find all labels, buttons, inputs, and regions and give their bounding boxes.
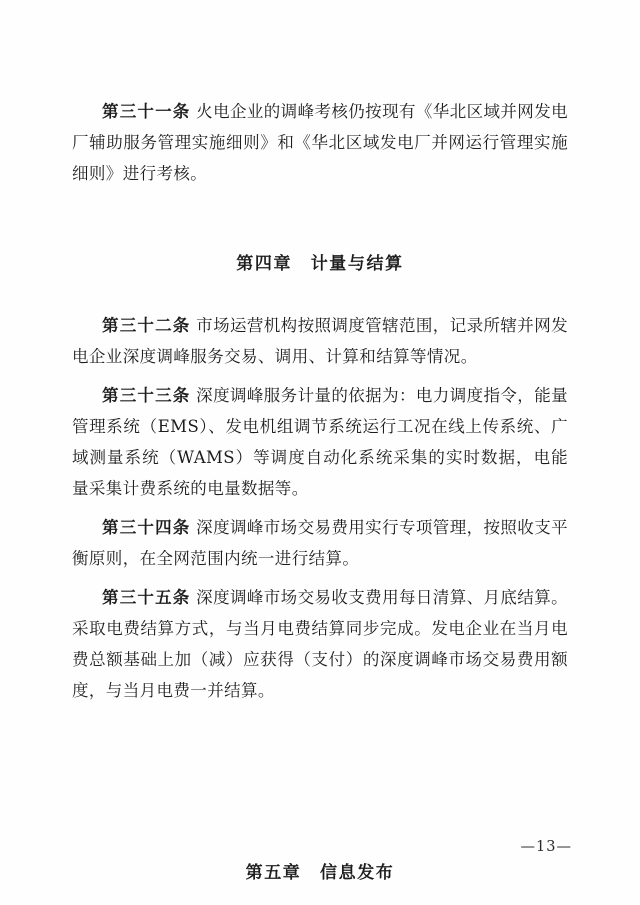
paragraph-text-33: 深度调峰服务计量的依据为：电力调度指令，能量管理系统（EMS）、发电机组调节系统运行工况在线上传系统、广域测量系统（WAMS）等调度自动化系统采集的实时数据，电能量采集计费系统的电量数据等。: [72, 386, 568, 498]
paragraph-article-33: [72, 380, 568, 504]
chapter-heading-4: 第四章 计量与结算: [236, 254, 404, 274]
top-spacer: [72, 88, 568, 96]
paragraph-text-31: 火电企业的调峰考核仍按现有《华北区域并网发电厂辅助服务管理实施细则》和《华北区域发电厂并网运行管理实施细则》进行考核。: [72, 102, 568, 183]
article-label-35: 第三十五条: [102, 588, 191, 607]
article-label-34: 第三十四条: [102, 518, 191, 537]
paragraph-text-34: 深度调峰市场交易费用实行专项管理，按照收支平衡原则，在全网范围内统一进行结算。: [72, 518, 568, 568]
paragraph-text-35: 深度调峰市场交易收支费用每日清算、月底结算。采取电费结算方式，与当月电费结算同步完成。发电企业在当月电费总额基础上加（减）应获得（支付）的深度调峰市场交易费用额度，与当月电费一并结算。: [72, 588, 568, 700]
article-label-33: 第三十三条: [102, 386, 191, 405]
article-label-31: 第三十一条: [102, 102, 191, 121]
spacer-before-chapter-5: [72, 708, 568, 858]
paragraph-text-32: 市场运营机构按照调度管辖范围，记录所辖并网发电企业深度调峰服务交易、调用、计算和结算等情况。: [72, 316, 568, 366]
spacer-after-chapter-4: [72, 280, 568, 310]
paragraph-article-31: [72, 96, 568, 189]
chapter-heading-5: 第五章 信息发布: [245, 863, 395, 883]
paragraph-article-34: [72, 512, 568, 574]
paragraph-article-35: [72, 582, 568, 706]
page-number: —13—: [520, 839, 572, 855]
article-label-32: 第三十二条: [102, 316, 191, 335]
paragraph-article-32: [72, 310, 568, 372]
spacer-before-chapter-4: [72, 191, 568, 249]
